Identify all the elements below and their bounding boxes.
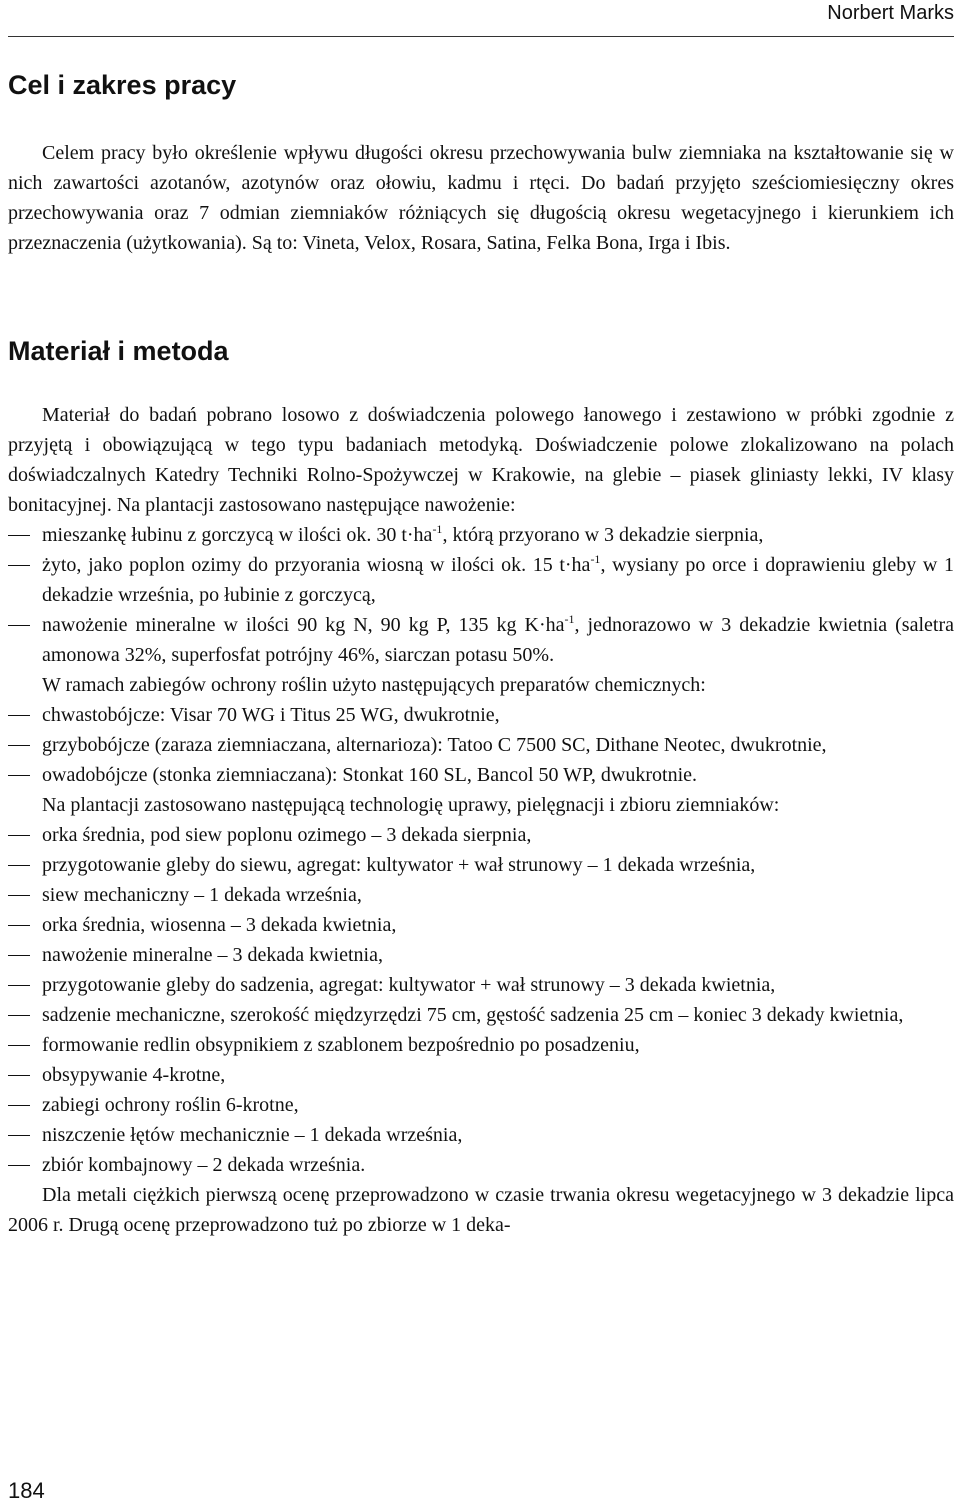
list-item: nawożenie mineralne w ilości 90 kg N, 90 kg P, 135 kg $K\cdot ha^{-1}$, jednorazowo w 3 dekadzie kwietnia (saletra amonowa 32%, superfosfat potrójny 46%, siarczan potasu 50%. [8,610,954,670]
running-head [8,0,954,37]
aims-section-body [8,138,954,258]
list-item: zbiór kombajnowy – 2 dekada września. [8,1150,954,1180]
list-item: niszczenie łętów mechanicznie – 1 dekada września, [8,1120,954,1150]
list-item: obsypywanie 4-krotne, [8,1060,954,1090]
list-item: owadobójcze (stonka ziemniaczana): Stonkat 160 SL, Bancol 50 WP, dwukrotnie. [8,760,954,790]
technology-intro-paragraph: Na plantacji zastosowano następującą technologię uprawy, pielęgnacji i zbioru ziemniaków: [42,794,780,816]
list-item: przygotowanie gleby do siewu, agregat: kultywator + wał strunowy – 1 dekada września, [8,850,954,880]
methods-intro-paragraph: Materiał do badań pobrano losowo z doświadczenia polowego łanowego i zestawiono w próbki zgodnie z przyjętą i obowiązującą w tego typu badaniach metodyką. Doświadczenie polowe zlokalizowano na polach doświadczalnych Katedry Techniki Rolno-Spożywczej w Krakowie, na glebie – piasek gliniasty lekki, IV klasy bonitacyjnej. Na plantacji zastosowano następujące nawożenie: [8,404,954,516]
list-item: orka średnia, wiosenna – 3 dekada kwietnia, [8,910,954,940]
fertilization-list [8,520,954,670]
list-item: chwastobójcze: Visar 70 WG i Titus 25 WG, dwukrotnie, [8,700,954,730]
list-item: mieszankę łubinu z gorczycą w ilości ok. 30 $t\cdot ha^{-1}$, którą przyorano w 3 dekadzie sierpnia, [8,520,954,550]
list-item: grzybobójcze (zaraza ziemniaczana, alternarioza): Tatoo C 7500 SC, Dithane Neotec, dwukrotnie, [8,730,954,760]
list-item: zabiegi ochrony roślin 6-krotne, [8,1090,954,1120]
list-item: formowanie redlin obsypnikiem z szablonem bezpośrednio po posadzeniu, [8,1030,954,1060]
methods-section-body [8,400,954,1240]
list-item: siew mechaniczny – 1 dekada września, [8,880,954,910]
page-number: 184 [8,1478,45,1503]
list-item: nawożenie mineralne – 3 dekada kwietnia, [8,940,954,970]
author-name: Norbert Marks [827,2,954,24]
protection-intro-paragraph: W ramach zabiegów ochrony roślin użyto następujących preparatów chemicznych: [42,674,706,696]
list-item: żyto, jako poplon ozimy do przyorania wiosną w ilości ok. 15 $t\cdot ha^{-1}$, wysiany po orce i doprawieniu gleby w 1 dekadzie września, po łubinie z gorczycą, [8,550,954,610]
section-heading-aims: Cel i zakres pracy [8,70,237,100]
aims-paragraph: Celem pracy było określenie wpływu długości okresu przechowywania bulw ziemniaka na kształtowanie się w nich zawartości azotanów, azotynów oraz ołowiu, kadmu i rtęci. Do badań przyjęto sześciomiesięczny okres przechowywania oraz 7 odmian ziemniaków różniących się długością okresu wegetacyjnego i kierunkiem ich przeznaczenia (użytkowania). Są to: Vineta, Velox, Rosara, Satina, Felka Bona, Irga i Ibis. [8,142,954,254]
section-heading-methods: Materiał i metoda [8,336,229,366]
list-item: przygotowanie gleby do sadzenia, agregat: kultywator + wał strunowy – 3 dekada kwietnia, [8,970,954,1000]
technology-list [8,820,954,1180]
closing-paragraph: Dla metali ciężkich pierwszą ocenę przeprowadzono w czasie trwania okresu wegetacyjnego w 3 dekadzie lipca 2006 r. Drugą ocenę przeprowadzono tuż po zbiorze w 1 deka- [8,1184,954,1236]
plant-protection-list [8,700,954,790]
list-item: orka średnia, pod siew poplonu ozimego – 3 dekada sierpnia, [8,820,954,850]
list-item: sadzenie mechaniczne, szerokość międzyrzędzi 75 cm, gęstość sadzenia 25 cm – koniec 3 dekady kwietnia, [8,1000,954,1030]
